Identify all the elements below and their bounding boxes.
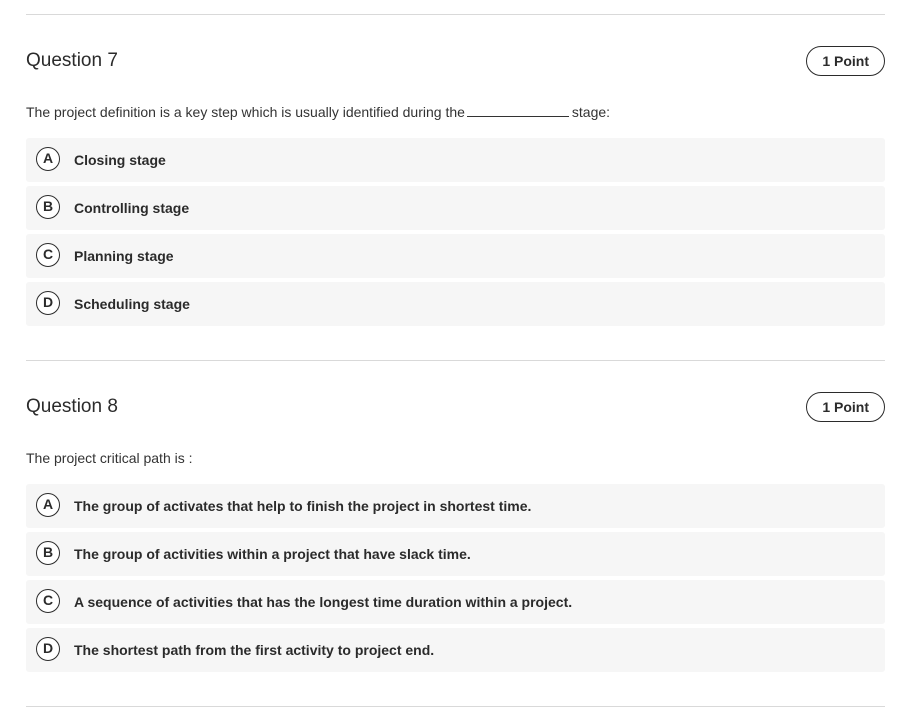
option-letter-circle: B <box>36 195 60 219</box>
option-c[interactable] <box>26 580 885 624</box>
question-prompt: The project critical path is : <box>26 450 193 466</box>
question-header <box>26 392 885 424</box>
points-badge[interactable]: 1 Point <box>806 392 885 422</box>
option-letter-circle: D <box>36 291 60 315</box>
option-label: The group of activates that help to finish the project in shortest time. <box>74 498 532 514</box>
option-label: Closing stage <box>74 152 166 168</box>
option-a[interactable] <box>26 484 885 528</box>
option-letter-circle: C <box>36 589 60 613</box>
question-header <box>26 46 885 78</box>
points-badge[interactable]: 1 Point <box>806 46 885 76</box>
option-d[interactable] <box>26 282 885 326</box>
option-label: Scheduling stage <box>74 296 190 312</box>
option-label: Controlling stage <box>74 200 190 216</box>
option-b[interactable] <box>26 186 885 230</box>
options-list <box>26 138 885 330</box>
option-d[interactable] <box>26 628 885 672</box>
question-7 <box>26 46 885 312</box>
option-letter-circle: A <box>36 493 60 517</box>
question-title: Question 7 <box>26 50 118 71</box>
question-title: Question 8 <box>26 396 118 417</box>
option-letter-circle: D <box>36 637 60 661</box>
options-list <box>26 484 885 676</box>
option-label: Planning stage <box>74 248 174 264</box>
option-label: The group of activities within a project that have slack time. <box>74 546 471 562</box>
option-letter-circle: A <box>36 147 60 171</box>
fill-in-blank <box>467 104 569 117</box>
option-b[interactable] <box>26 532 885 576</box>
option-letter-circle: C <box>36 243 60 267</box>
question-prompt <box>26 104 610 120</box>
option-a[interactable] <box>26 138 885 182</box>
option-label: A sequence of activities that has the longest time duration within a project. <box>74 594 573 610</box>
divider-middle <box>26 360 885 361</box>
option-label: The shortest path from the first activity to project end. <box>74 642 435 658</box>
prompt-text-before: The project definition is a key step which is usually identified during the <box>26 104 465 120</box>
option-c[interactable] <box>26 234 885 278</box>
divider-top <box>26 14 885 15</box>
option-letter-circle: B <box>36 541 60 565</box>
prompt-text-after: stage: <box>571 104 611 120</box>
question-8 <box>26 392 885 658</box>
